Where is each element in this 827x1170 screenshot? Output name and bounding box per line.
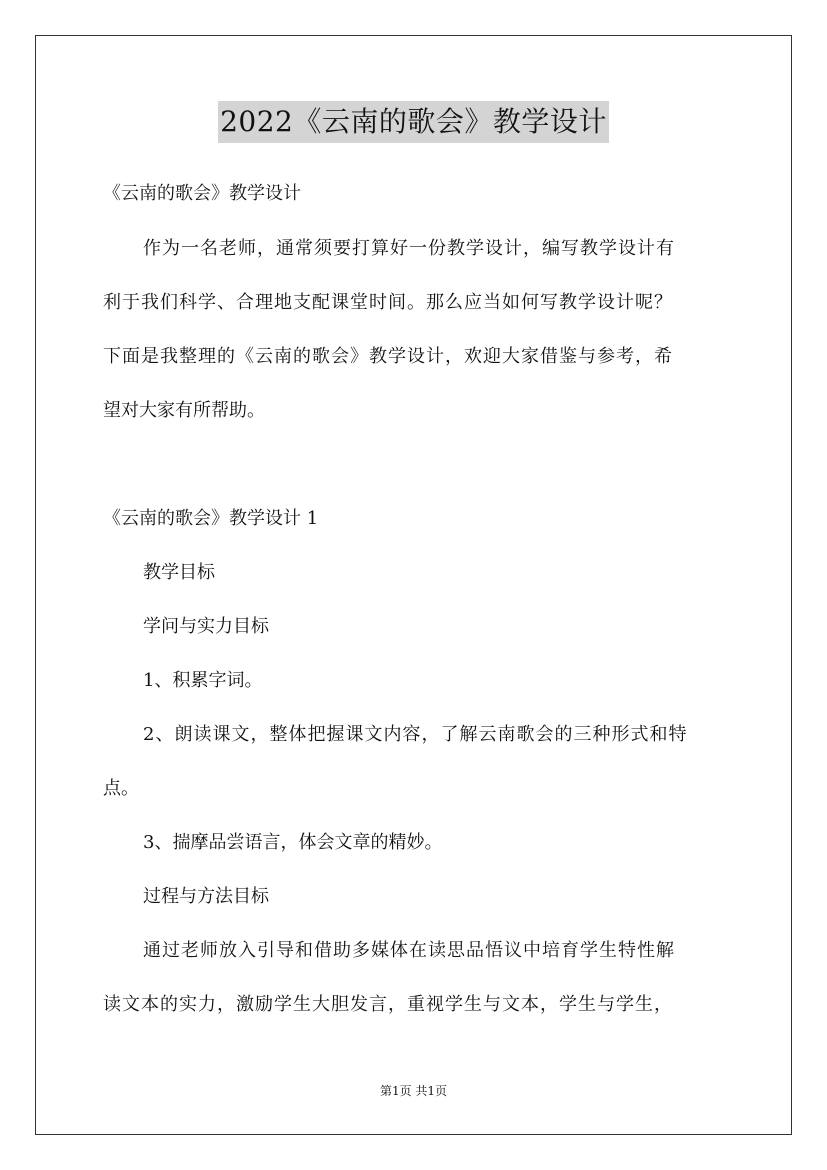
title-container	[0, 101, 827, 143]
body-line-1: 教学目标	[143, 562, 215, 583]
body-line-6: 3、揣摩品尝语言，体会文章的精妙。	[143, 832, 443, 853]
intro-line-3: 下面是我整理的《云南的歌会》教学设计，欢迎大家借鉴与参考，希	[103, 346, 673, 367]
body-line-5: 点。	[103, 778, 139, 799]
body-line-9: 读文本的实力，激励学生大胆发言，重视学生与文本，学生与学生，	[103, 994, 673, 1015]
body-line-4: 2、朗读课文，整体把握课文内容，了解云南歌会的三种形式和特	[143, 724, 688, 745]
body-line-8: 通过老师放入引导和借助多媒体在读思品悟议中培育学生特性解	[143, 940, 675, 961]
body-line-7: 过程与方法目标	[143, 886, 269, 907]
intro-line-1: 作为一名老师，通常须要打算好一份教学设计，编写教学设计有	[143, 238, 675, 259]
subtitle: 《云南的歌会》教学设计	[103, 183, 301, 204]
document-title: 2022《云南的歌会》教学设计	[218, 101, 609, 143]
body-line-3: 1、积累字词。	[143, 670, 263, 691]
body-line-2: 学问与实力目标	[143, 616, 269, 637]
intro-line-4: 望对大家有所帮助。	[103, 400, 265, 421]
section-title: 《云南的歌会》教学设计 1	[103, 508, 319, 529]
intro-line-2: 利于我们科学、合理地支配课堂时间。那么应当如何写教学设计呢？	[103, 292, 673, 313]
page-footer: 第1页 共1页	[379, 1084, 448, 1098]
